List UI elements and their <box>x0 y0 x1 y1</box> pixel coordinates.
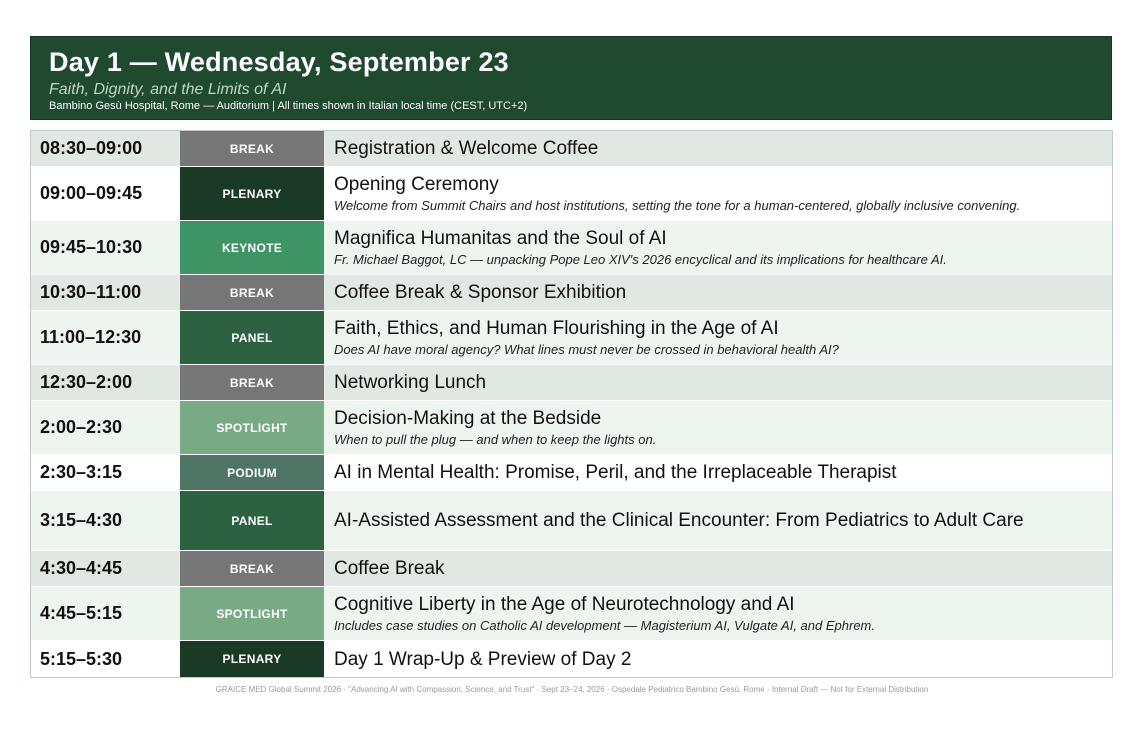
session-time: 4:45–5:15 <box>40 603 123 623</box>
session-title: AI-Assisted Assessment and the Clinical Encounter: From Pediatrics to Adult Care <box>334 510 1024 531</box>
session-time: 09:45–10:30 <box>40 237 143 257</box>
session-title: Magnifica Humanitas and the Soul of AI <box>334 227 667 249</box>
session-time: 3:15–4:30 <box>40 510 123 530</box>
session-title: Opening Ceremony <box>334 173 499 195</box>
session-type-badge: PANEL <box>180 491 324 550</box>
session-time: 2:30–3:15 <box>40 462 123 482</box>
session-description: Welcome from Summit Chairs and host institutions, setting the tone for a human-centered, globally inclusive convening. <box>334 197 1021 213</box>
day-header <box>30 36 1112 120</box>
session-type-badge: PLENARY <box>180 641 324 677</box>
session-description: When to pull the plug — and when to keep the lights on. <box>334 431 657 447</box>
session-time: 12:30–2:00 <box>40 372 133 392</box>
session-time: 10:30–11:00 <box>40 282 142 302</box>
session-description: Includes case studies on Catholic AI development — Magisterium AI, Vulgate AI, and Ephrem. <box>334 617 875 633</box>
session-row <box>31 587 1112 641</box>
session-time: 09:00–09:45 <box>40 183 143 203</box>
session-time: 5:15–5:30 <box>40 648 123 669</box>
schedule-table <box>30 130 1113 678</box>
session-title: Networking Lunch <box>334 372 487 393</box>
session-type-badge: BREAK <box>180 131 324 166</box>
session-title: Coffee Break & Sponsor Exhibition <box>334 282 627 303</box>
session-row <box>31 365 1112 401</box>
session-type-badge: PODIUM <box>180 455 324 490</box>
session-title: Cognitive Liberty in the Age of Neurotechnology and AI <box>334 593 795 615</box>
session-row <box>31 401 1112 455</box>
session-type-badge: BREAK <box>180 365 324 400</box>
session-time: 08:30–09:00 <box>40 138 143 158</box>
session-type-badge: PANEL <box>180 311 324 364</box>
session-description: Does AI have moral agency? What lines must never be crossed in behavioral health AI? <box>334 341 839 357</box>
session-row <box>31 275 1112 311</box>
session-row <box>31 641 1112 677</box>
session-title: AI in Mental Health: Promise, Peril, and the Irreplaceable Therapist <box>334 462 897 483</box>
session-row <box>31 167 1112 221</box>
session-title: Coffee Break <box>334 558 445 579</box>
session-type-badge: BREAK <box>180 551 324 586</box>
document-footer: GRAICE MED Global Summit 2026 · "Advancing AI with Compassion, Science, and Trust" · Sept 23–24, 2026 · Ospedale Pediatrico Bambino Gesù, Rome · Internal Draft — Not for External Distribution <box>215 685 929 694</box>
session-type-badge: PLENARY <box>180 167 324 220</box>
session-row <box>31 311 1112 365</box>
session-row <box>31 455 1112 491</box>
session-row <box>31 221 1112 275</box>
session-title: Day 1 Wrap-Up & Preview of Day 2 <box>334 648 632 670</box>
session-row <box>31 551 1112 587</box>
day-theme: Faith, Dignity, and the Limits of AI <box>49 81 287 98</box>
session-description: Fr. Michael Baggot, LC — unpacking Pope Leo XIV's 2026 encyclical and its implications for healthcare AI. <box>334 251 947 267</box>
session-type-badge: SPOTLIGHT <box>180 587 324 640</box>
session-type-badge: BREAK <box>180 275 324 310</box>
session-title: Faith, Ethics, and Human Flourishing in the Age of AI <box>334 317 779 339</box>
venue-info: Bambino Gesù Hospital, Rome — Auditorium | All times shown in Italian local time (CEST, UTC+2) <box>49 100 528 112</box>
page-title: Day 1 — Wednesday, September 23 <box>49 47 509 77</box>
session-time: 11:00–12:30 <box>40 327 142 347</box>
session-type-badge: SPOTLIGHT <box>180 401 324 454</box>
session-title: Decision-Making at the Bedside <box>334 407 602 429</box>
session-row <box>31 491 1112 551</box>
session-type-badge: KEYNOTE <box>180 221 324 274</box>
session-title: Registration & Welcome Coffee <box>334 138 599 159</box>
session-time: 2:00–2:30 <box>40 417 123 437</box>
session-row <box>31 131 1112 167</box>
session-time: 4:30–4:45 <box>40 558 123 578</box>
